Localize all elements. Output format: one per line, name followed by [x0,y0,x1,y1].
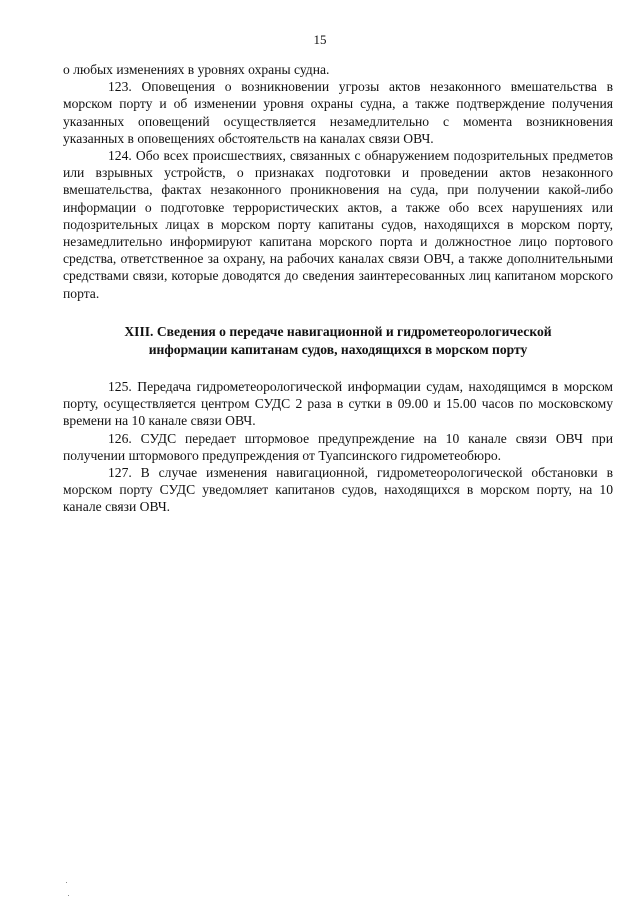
paragraph-126: 126. СУДС передает штормовое предупреждение на 10 канале связи ОВЧ при получении штормового предупреждения от Туапсинского гидрометеобюро. [63,430,613,463]
paragraph-continuation: о любых изменениях в уровнях охраны судна. [63,62,330,77]
scan-speck [66,882,67,883]
paragraph-124: 124. Обо всех происшествиях, связанных с обнаружением подозрительных предметов или взрывных устройств, о признаках подготовки и проведении актов незаконного вмешательства, фактах незаконного проникновения на суда, при получении какой-либо информации о подготовке террористических актов, а также обо всех нарушениях или подозрительных лицах в морском порту капитаны судов, находящихся в морском порту, незамедлительно информируют капитана морского порта и должностное лицо портового средства, ответственное за охрану, на рабочих каналах связи ОВЧ, а также дополнительными средствами связи, которые доводятся до сведения заинтересованных лиц капитаном морского порта. [63,148,613,301]
section-heading-line-1: XIII. Сведения о передаче навигационной и гидрометеорологической [124,324,552,339]
text-block-before-heading [63,61,613,302]
text-block-after-heading [63,378,613,516]
scan-speck [68,895,69,896]
section-heading [63,323,613,359]
section-heading-line-2: информации капитанам судов, находящихся в морском порту [148,342,528,357]
paragraph-123: 123. Оповещения о возникновении угрозы актов незаконного вмешательства в морском порту и об изменении уровня охраны судна, а также подтверждение получения указанных оповещений осуществляется незамедлительно с момента возникновения указанных в оповещениях обстоятельств на каналах связи ОВЧ. [63,79,613,146]
paragraph-125: 125. Передача гидрометеорологической информации судам, находящимся в морском порту, осуществляется центром СУДС 2 раза в сутки в 09.00 и 15.00 часов по московскому времени на 10 канале связи ОВЧ. [63,379,613,429]
paragraph-127: 127. В случае изменения навигационной, гидрометеорологической обстановки в морском порту СУДС уведомляет капитанов судов, находящихся в морском порту, на 10 канале связи ОВЧ. [63,465,613,515]
page-number: 15 [313,32,327,47]
